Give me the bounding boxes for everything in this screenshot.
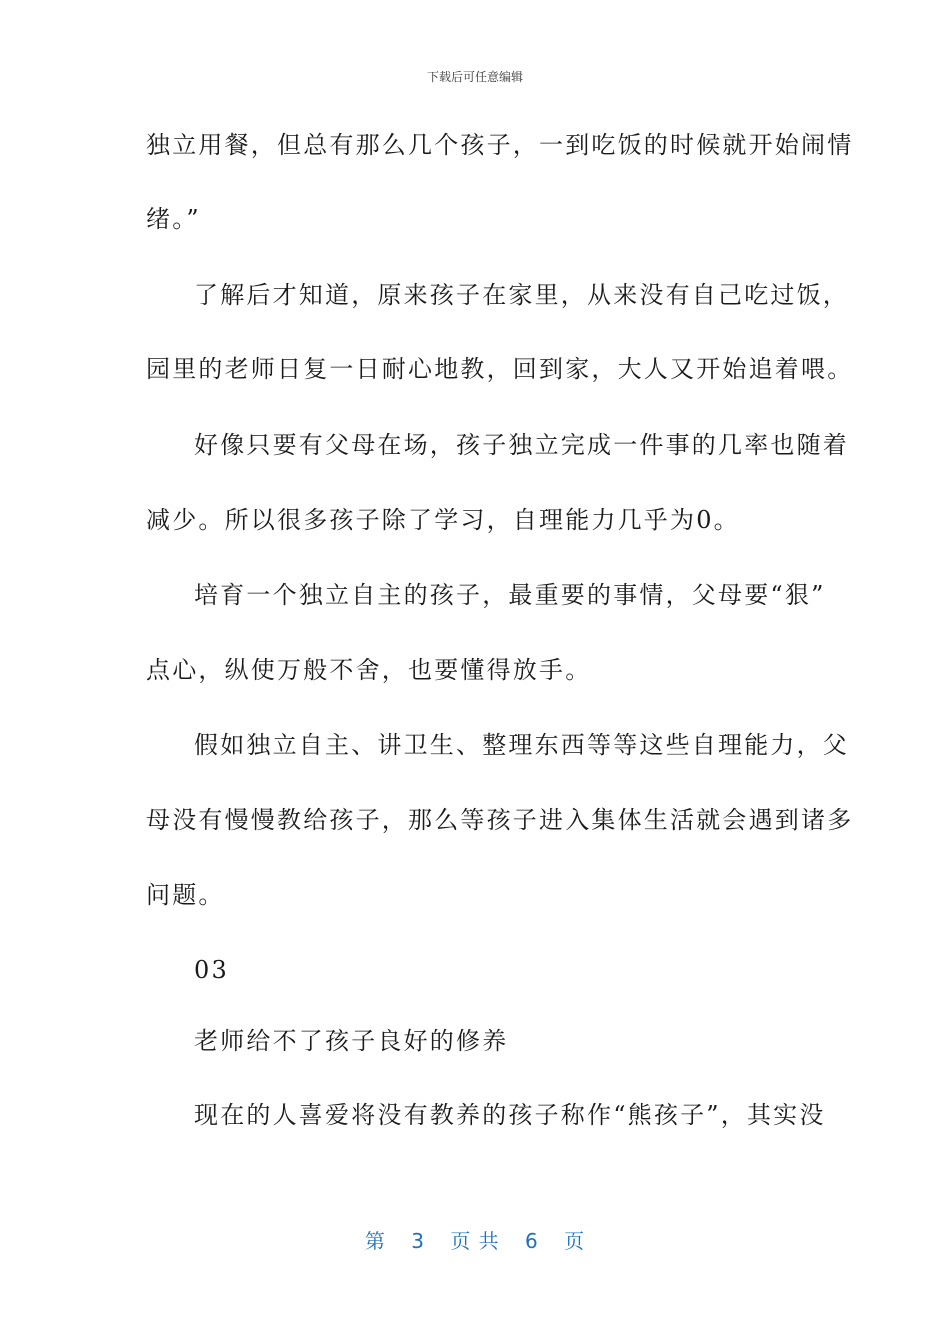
footer-middle: 页 共 xyxy=(450,1229,500,1253)
footer-prefix: 第 xyxy=(364,1229,386,1253)
section-heading: 老师给不了孩子良好的修养 xyxy=(194,1027,509,1055)
text-line: 母没有慢慢教给孩子，那么等孩子进入集体生活就会遇到诸多 xyxy=(146,806,854,834)
text-line: 培育一个独立自主的孩子，最重要的事情，父母要“狠” xyxy=(194,581,826,609)
text-line: 好像只要有父母在场，孩子独立完成一件事的几率也随着 xyxy=(194,431,849,459)
footer-total-pages: 6 xyxy=(525,1229,539,1253)
text-line: 假如独立自主、讲卫生、整理东西等等这些自理能力，父 xyxy=(194,731,849,759)
text-line: 减少。所以很多孩子除了学习，自理能力几乎为0。 xyxy=(146,506,740,534)
footer-page-number: 3 xyxy=(411,1229,425,1253)
text-line: 了解后才知道，原来孩子在家里，从来没有自己吃过饭， xyxy=(194,281,849,309)
text-line: 独立用餐，但总有那么几个孩子，一到吃饭的时候就开始闹情 xyxy=(146,131,854,159)
text-line: 绪。” xyxy=(146,205,201,233)
footer-suffix: 页 xyxy=(564,1229,586,1253)
page-header: 下载后可任意编辑 xyxy=(426,70,523,84)
text-line: 点心，纵使万般不舍，也要懂得放手。 xyxy=(146,656,592,684)
text-line: 问题。 xyxy=(146,881,225,909)
text-line: 园里的老师日复一日耐心地教，回到家，大人又开始追着喂。 xyxy=(146,355,854,383)
page-footer xyxy=(0,1225,950,1254)
section-number: 03 xyxy=(194,956,229,984)
text-line: 现在的人喜爱将没有教养的孩子称作“熊孩子”，其实没 xyxy=(194,1101,826,1129)
